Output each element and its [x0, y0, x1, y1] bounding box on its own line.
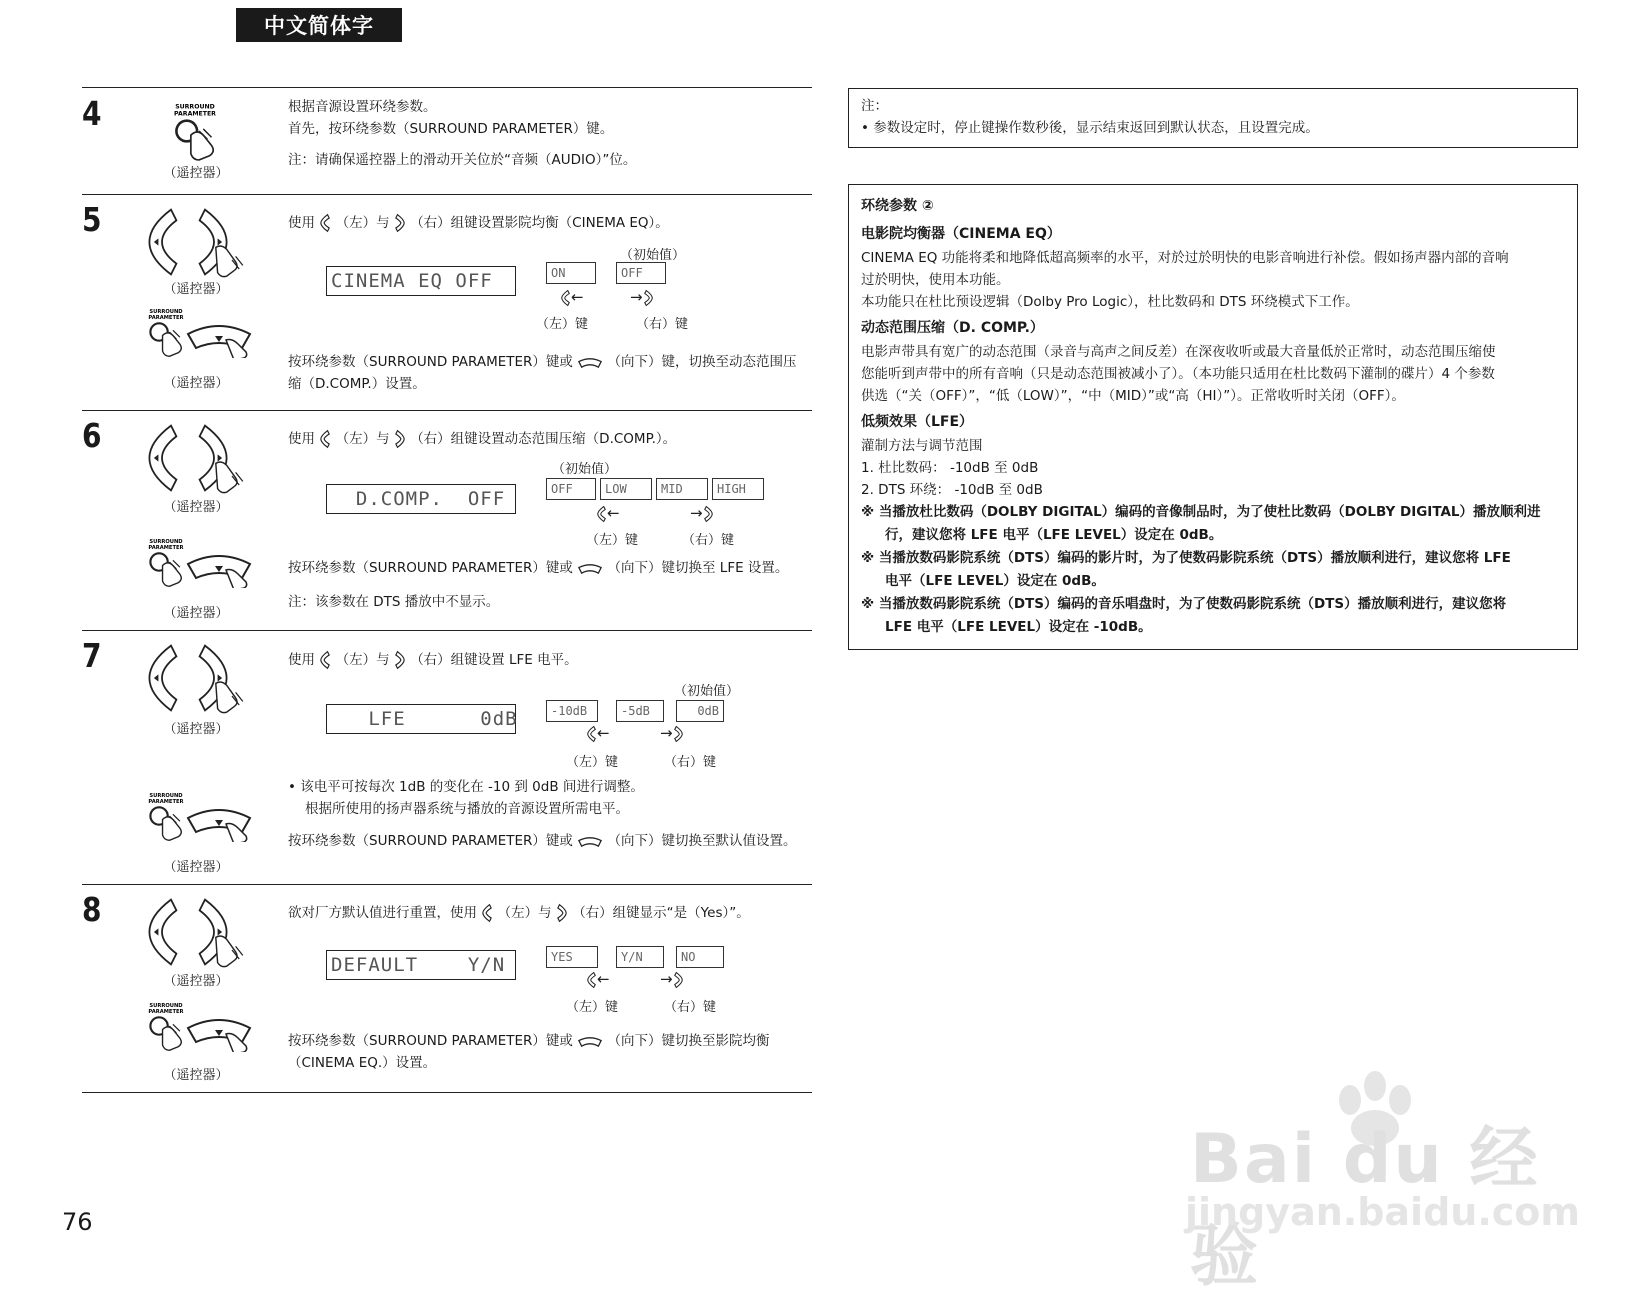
left-key-small-icon — [560, 289, 571, 307]
rule-step8 — [82, 884, 812, 885]
option-y-n: Y/N — [616, 946, 664, 968]
right-key-icon — [196, 642, 250, 714]
cinema-eq-text-3: 本功能只在杜比预设逻辑（Dolby Pro Logic），杜比数码和 DTS 环绕模式下工作。 — [861, 294, 1359, 310]
step-5-press-text — [288, 351, 797, 373]
right-desc-label: （右）组键设置影院均衡（CINEMA EQ）。 — [410, 215, 669, 231]
remote-label: （遥控器） — [163, 722, 229, 737]
right-desc-label: （右）组键设置 LFE 电平。 — [410, 652, 578, 668]
arrow-row — [560, 288, 584, 307]
arrow-row — [630, 288, 654, 307]
lfe-note-2a: ※ 当播放数码影院系统（DTS）编码的影片时，为了使数码影院系统（DTS）播放顺利进行，建议您将 LFE — [861, 550, 1511, 566]
remote-label: （遥控器） — [163, 974, 229, 989]
step-8-press-text — [288, 1030, 770, 1052]
watermark-url: jingyan.baidu.com — [1185, 1190, 1580, 1234]
down-key-icon — [184, 548, 254, 588]
step-5-press-text-2: 缩（D.COMP.）设置。 — [288, 376, 426, 392]
arrow-row — [690, 504, 714, 523]
press-desc-label: （向下）键，切换至动态范围压 — [607, 354, 797, 370]
down-key-icon — [184, 1012, 254, 1052]
right-key-label: （右）键 — [636, 317, 689, 332]
d-comp-text-3: 供选（“关（OFF）”，“低（LOW）”，“中（MID）”或“高（HI）”）。正常收听时关闭（OFF）。 — [861, 388, 1405, 404]
press-label: 按环绕参数（SURROUND PARAMETER）键或 — [288, 1033, 573, 1049]
right-key-small-icon — [643, 289, 654, 307]
remote-label: （遥控器） — [163, 166, 229, 181]
left-arrow: ← — [607, 504, 620, 522]
lfe-text-1: 灌制方法与调节范围 — [861, 438, 983, 454]
watermark-brand: Bai du 经验 — [1190, 1120, 1540, 1296]
lfe-note-3b: LFE 电平（LFE LEVEL）设定在 -10dB。 — [885, 619, 1152, 635]
option-off: OFF — [616, 262, 666, 284]
press-label: 按环绕参数（SURROUND PARAMETER）键或 — [288, 833, 573, 849]
option-off: OFF — [546, 478, 596, 500]
left-key-small-icon — [586, 725, 597, 743]
step-5-number: 5 — [82, 200, 102, 239]
left-key-label: （左）键 — [536, 317, 589, 332]
cinema-eq-heading: 电影院均衡器（CINEMA EQ） — [861, 226, 1061, 242]
remote-label: （遥控器） — [163, 606, 229, 621]
right-key-icon — [196, 206, 250, 278]
info-box-title: 环绕参数 ② — [861, 198, 934, 214]
section-header-tab: 中文简体字 — [236, 8, 402, 42]
surround-parameter-button-icon — [164, 100, 226, 162]
left-and-label: （左）与 — [335, 215, 390, 231]
left-key-label: （左）键 — [586, 533, 639, 548]
lfe-heading: 低频效果（LFE） — [861, 414, 974, 430]
left-arrow: ← — [597, 724, 610, 742]
arrow-row — [586, 970, 610, 989]
arrow-row — [660, 970, 684, 989]
press-label: 按环绕参数（SURROUND PARAMETER）键或 — [288, 354, 573, 370]
step-4-text-1: 根据音源设置环绕参数。 — [288, 99, 437, 115]
note-box-line: • 参数设定时，停止键操作数秒後，显示结束返回到默认状态，且设置完成。 — [861, 120, 1319, 136]
lcd-lfe: LFE 0dB — [326, 704, 516, 734]
step-6-note: 注：该参数在 DTS 播放中不显示。 — [288, 594, 500, 610]
step-8-press-text-2: （CINEMA EQ.）设置。 — [288, 1055, 437, 1071]
left-key-small-icon — [596, 505, 607, 523]
remote-label: （遥控器） — [163, 500, 229, 515]
left-key-icon — [144, 422, 180, 494]
option-minus-5db: -5dB — [616, 700, 664, 722]
option-low: LOW — [600, 478, 652, 500]
use-label: 使用 — [288, 431, 315, 447]
arrow-row — [586, 724, 610, 743]
step-7-number: 7 — [82, 636, 102, 675]
left-key-label: （左）键 — [566, 1000, 619, 1015]
remote-label: （遥控器） — [163, 376, 229, 391]
page-number: 76 — [62, 1208, 93, 1236]
remote-label: （遥控器） — [163, 860, 229, 875]
down-key-small-icon — [577, 835, 603, 848]
lfe-text-2: 1. 杜比数码： -10dB 至 0dB — [861, 460, 1039, 476]
down-key-icon — [184, 802, 254, 842]
left-and-label: （左）与 — [335, 652, 390, 668]
lcd-cinema-eq: CINEMA EQ OFF — [326, 266, 516, 296]
press-label: 按环绕参数（SURROUND PARAMETER）键或 — [288, 560, 573, 576]
right-arrow: → — [660, 724, 673, 742]
down-key-small-icon — [577, 356, 603, 369]
lfe-text-3: 2. DTS 环绕： -10dB 至 0dB — [861, 482, 1043, 498]
left-key-small-icon — [319, 213, 331, 233]
rule-step5 — [82, 194, 812, 195]
rule-step6 — [82, 410, 812, 411]
initial-value-label: （初始值） — [620, 248, 686, 263]
lfe-note-1a: ※ 当播放杜比数码（DOLBY DIGITAL）编码的音像制品时，为了使杜比数码（DOLBY DIGITAL）播放顺利进 — [861, 504, 1541, 520]
cinema-eq-text-2: 过於明快，使用本功能。 — [861, 272, 1010, 288]
down-key-small-icon — [577, 562, 603, 575]
right-desc-label: （右）组键显示“是（Yes）”。 — [572, 905, 750, 921]
right-key-small-icon — [394, 213, 406, 233]
option-minus-10db: -10dB — [546, 700, 598, 722]
step-4-text-2: 首先，按环绕参数（SURROUND PARAMETER）键。 — [288, 121, 614, 137]
right-key-icon — [196, 422, 250, 494]
cinema-eq-text-1: CINEMA EQ 功能将柔和地降低超高频率的水平，对於过於明快的电影音响进行补偿。假如扬声器内部的音响 — [861, 250, 1509, 266]
step-7-bullet-1: • 该电平可按每次 1dB 的变化在 -10 到 0dB 间进行调整。 — [288, 779, 644, 795]
left-key-icon — [144, 896, 180, 968]
d-comp-text-2: 您能听到声带中的所有音响（只是动态范围被减小了）。（本功能只适用在杜比数码下灌制的碟片）4 个参数 — [861, 366, 1495, 382]
step-6-press-text — [288, 557, 788, 579]
step-7-bullet-2: 根据所使用的扬声器系统与播放的音源设置所需电平。 — [305, 801, 629, 817]
left-and-label: （左）与 — [497, 905, 552, 921]
press-desc-label: （向下）键切换至默认值设置。 — [607, 833, 797, 849]
press-desc-label: （向下）键切换至影院均衡 — [607, 1033, 770, 1049]
left-arrow: ← — [571, 288, 584, 306]
right-arrow: → — [690, 504, 703, 522]
left-arrow: ← — [597, 970, 610, 988]
left-key-label: （左）键 — [566, 755, 619, 770]
remote-label: （遥控器） — [163, 1068, 229, 1083]
right-key-label: （右）键 — [664, 1000, 717, 1015]
left-and-label: （左）与 — [335, 431, 390, 447]
right-key-small-icon — [394, 429, 406, 449]
step-5-use-text — [288, 212, 669, 234]
right-key-small-icon — [673, 971, 684, 989]
lfe-note-2b: 电平（LFE LEVEL）设定在 0dB。 — [885, 573, 1105, 589]
option-on: ON — [546, 262, 596, 284]
remote-label: （遥控器） — [163, 282, 229, 297]
option-yes: YES — [546, 946, 598, 968]
step-7-use-text — [288, 649, 578, 671]
press-desc-label: （向下）键切换至 LFE 设置。 — [607, 560, 789, 576]
right-key-label: （右）键 — [682, 533, 735, 548]
d-comp-heading: 动态范围压缩（D. COMP.） — [861, 320, 1044, 336]
lcd-d-comp: D.COMP. OFF — [326, 484, 516, 514]
right-key-small-icon — [556, 903, 568, 923]
left-key-small-icon — [319, 650, 331, 670]
option-high: HIGH — [712, 478, 764, 500]
right-arrow: → — [660, 970, 673, 988]
left-key-icon — [144, 642, 180, 714]
option-mid: MID — [656, 478, 708, 500]
arrow-row — [660, 724, 684, 743]
left-key-small-icon — [319, 429, 331, 449]
down-key-small-icon — [577, 1035, 603, 1048]
right-desc-label: （右）组键设置动态范围压缩（D.COMP.）。 — [410, 431, 677, 447]
use-label: 欲对厂方默认值进行重置，使用 — [288, 905, 477, 921]
right-key-small-icon — [673, 725, 684, 743]
rule-step7 — [82, 630, 812, 631]
step-6-number: 6 — [82, 416, 102, 455]
note-box-title: 注： — [861, 98, 888, 114]
step-4-number: 4 — [82, 94, 102, 133]
left-key-icon — [144, 206, 180, 278]
use-label: 使用 — [288, 215, 315, 231]
lfe-note-3a: ※ 当播放数码影院系统（DTS）编码的音乐唱盘时，为了使数码影院系统（DTS）播放顺利进行，建议您将 — [861, 596, 1507, 612]
use-label: 使用 — [288, 652, 315, 668]
initial-value-label: （初始值） — [552, 462, 618, 477]
note-box — [848, 88, 1578, 148]
lfe-note-1b: 行，建议您将 LFE 电平（LFE LEVEL）设定在 0dB。 — [885, 527, 1223, 543]
right-key-label: （右）键 — [664, 755, 717, 770]
step-8-number: 8 — [82, 890, 102, 929]
step-4-note: 注：请确保遥控器上的滑动开关位於“音频（AUDIO）”位。 — [288, 152, 637, 168]
down-key-icon — [184, 318, 254, 358]
option-no: NO — [676, 946, 724, 968]
step-7-press-text — [288, 830, 797, 852]
lcd-default: DEFAULT Y/N — [326, 950, 516, 980]
d-comp-text-1: 电影声带具有宽广的动态范围（录音与高声之间反差）在深夜收听或最大音量低於正常时，动态范围压缩使 — [861, 344, 1496, 360]
left-key-small-icon — [586, 971, 597, 989]
right-key-small-icon — [703, 505, 714, 523]
right-key-icon — [196, 896, 250, 968]
right-key-small-icon — [394, 650, 406, 670]
initial-value-label: （初始值） — [674, 684, 740, 699]
step-8-use-text — [288, 902, 750, 924]
left-key-small-icon — [481, 903, 493, 923]
right-arrow: → — [630, 288, 643, 306]
option-0db: 0dB — [676, 700, 724, 722]
step-6-use-text — [288, 428, 676, 450]
arrow-row — [596, 504, 620, 523]
rule-top — [82, 87, 812, 88]
surround-parameter-info-box — [848, 184, 1578, 650]
rule-bottom — [82, 1092, 812, 1093]
baidu-watermark — [1170, 1090, 1580, 1296]
